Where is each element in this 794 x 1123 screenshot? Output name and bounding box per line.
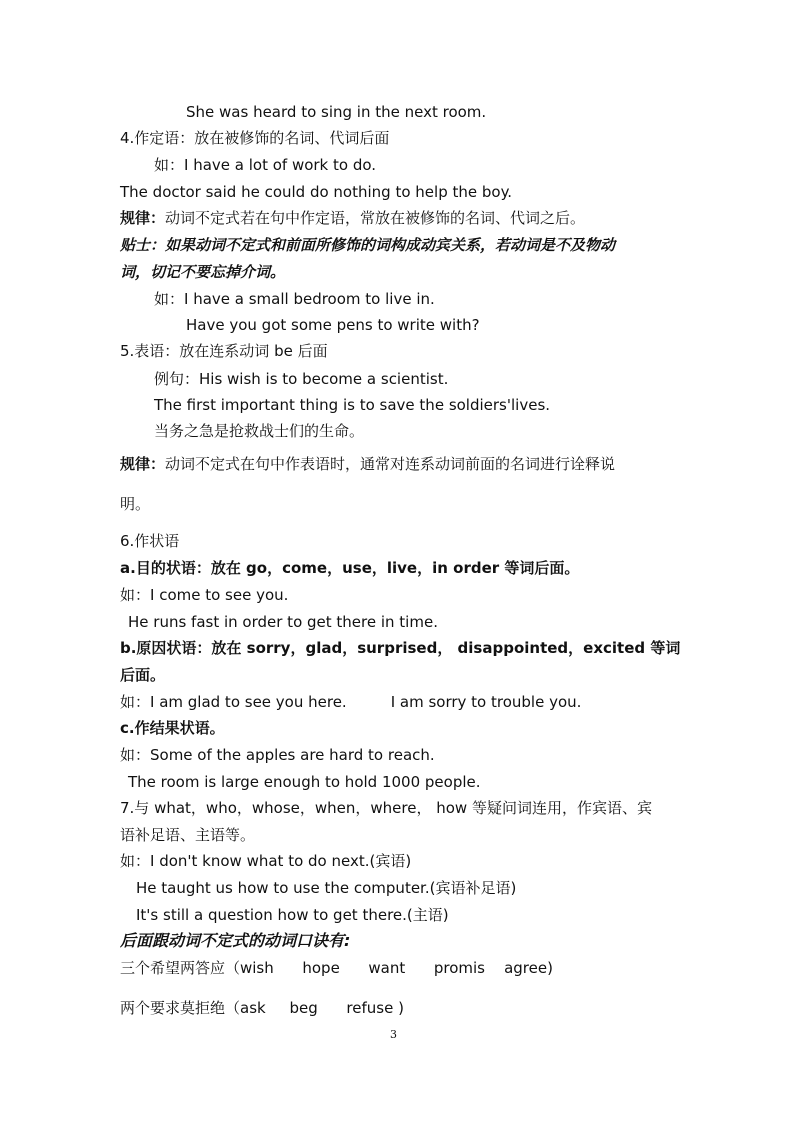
mnemonic-line: 两个要求莫拒绝（ask beg refuse ) — [120, 999, 404, 1017]
example-sentence: It's still a question how to get there.(主语) — [136, 906, 449, 924]
tip-line: 贴士：如果动词不定式和前面所修饰的词构成动宾关系，若动词是不及物动 — [120, 236, 616, 254]
rule-line — [120, 454, 615, 474]
example-b: I am sorry to trouble you. — [390, 693, 582, 711]
section-heading-adverbial: 6.作状语 — [120, 532, 180, 550]
mnemonic-heading: 后面跟动词不定式的动词口诀有: — [120, 931, 351, 950]
example-sentence: 如：I don't know what to do next.(宾语) — [120, 852, 412, 870]
section-heading-question-words: 7.与 what，who，whose，when，where， how 等疑问词连用，作宾语、宾 — [120, 799, 652, 817]
rule-line — [120, 208, 585, 228]
rule-text: 动词不定式若在句中作定语，常放在被修饰的名词、代词之后。 — [165, 209, 586, 227]
subheading-reason: b.原因状语：放在 sorry，glad，surprised， disappointed，excited 等词 — [120, 639, 681, 657]
rule-continuation: 明。 — [120, 495, 151, 513]
example-sentence: He taught us how to use the computer.(宾语补足语) — [136, 879, 517, 897]
rule-label: 规律： — [120, 455, 166, 473]
subheading-result: c.作结果状语。 — [120, 719, 225, 737]
section-heading-cont: 语补足语、主语等。 — [120, 826, 256, 844]
example-sentence: Have you got some pens to write with? — [186, 316, 480, 334]
example-sentence: 例句：His wish is to become a scientist. — [154, 370, 449, 388]
section-heading-attributive: 4.作定语：放在被修饰的名词、代词后面 — [120, 129, 390, 147]
page-number: 3 — [390, 1028, 397, 1041]
example-sentence: The room is large enough to hold 1000 people. — [128, 773, 481, 791]
rule-text: 动词不定式在句中作表语时，通常对连系动词前面的名词进行诠释说 — [165, 455, 616, 473]
example-sentence: The first important thing is to save the soldiers'lives. — [154, 396, 551, 414]
example-sentence: 如：I have a lot of work to do. — [154, 156, 377, 174]
example-sentence — [120, 692, 581, 712]
example-sentence: He runs fast in order to get there in time. — [128, 613, 438, 631]
example-sentence: 如：I have a small bedroom to live in. — [154, 290, 435, 308]
subheading-purpose: a.目的状语：放在 go，come，use，live，in order 等词后面。 — [120, 559, 580, 577]
section-heading-predicative: 5.表语：放在连系动词 be 后面 — [120, 342, 328, 360]
rule-label: 规律： — [120, 209, 166, 227]
subheading-reason-cont: 后面。 — [120, 666, 166, 684]
example-sentence: 如：I come to see you. — [120, 586, 289, 604]
example-sentence: She was heard to sing in the next room. — [186, 103, 487, 121]
tip-line: 词，切记不要忘掉介词。 — [120, 263, 286, 281]
mnemonic-line: 三个希望两答应（wish hope want promis agree) — [120, 959, 553, 977]
translation-line: 当务之急是抢救战士们的生命。 — [154, 422, 365, 440]
example-sentence: 如：Some of the apples are hard to reach. — [120, 746, 435, 764]
example-a: 如：I am glad to see you here. — [120, 693, 347, 711]
example-sentence: The doctor said he could do nothing to help the boy. — [120, 183, 513, 201]
